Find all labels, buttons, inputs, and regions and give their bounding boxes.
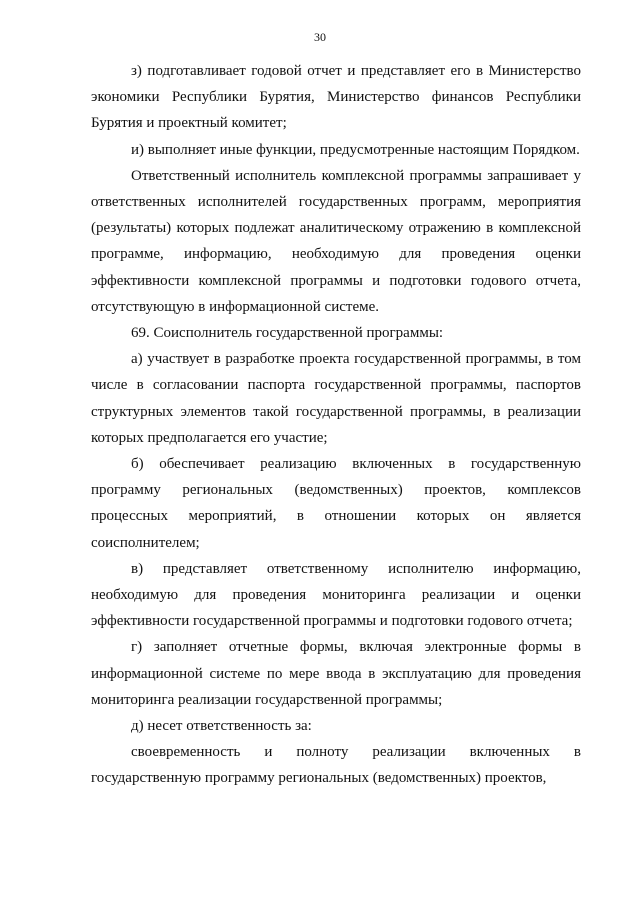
document-body: [91, 58, 581, 792]
page-number: 30: [314, 30, 326, 44]
paragraph-b: б) обеспечивает реализацию включенных в государственную программу региональных (ведомственных) проектов, комплексов процессных мероприятий, в отношении которых он является соисполнителем;: [91, 456, 581, 551]
paragraph-g: г) заполняет отчетные формы, включая электронные формы в информационной системе по мере ввода в эксплуатацию для проведения мониторинга реализации государственной программы;: [91, 639, 581, 708]
paragraph-69-heading: 69. Соисполнитель государственной программы:: [131, 325, 444, 342]
paragraph-v: в) представляет ответственному исполнителю информацию, необходимую для проведения мониторинга реализации и оценки эффективности государственной программы и подготовки годового отчета;: [91, 560, 581, 630]
paragraph-a: а) участвует в разработке проекта государственной программы, в том числе в согласовании паспорта государственной программы, паспортов структурных элементов такой государственной программы, в реализации которых предполагается его участие;: [91, 351, 581, 446]
paragraph-d: д) несет ответственность за:: [131, 718, 312, 735]
paragraph-timeliness: своевременность и полноту реализации включенных в государственную программу региональных (ведомственных) проектов,: [91, 744, 581, 787]
paragraph-complex-program: Ответственный исполнитель комплексной программы запрашивает у ответственных исполнителей государственных программ, мероприятия (результаты) которых подлежат аналитическому отражению в комплексной программе, информацию, необходимую для проведения оценки эффективности комплексной программы и подготовки годового отчета, отсутствующую в информационной системе.: [91, 167, 581, 315]
paragraph-i: и) выполняет иные функции, предусмотренные настоящим Порядком.: [131, 141, 580, 158]
paragraph-z: з) подготавливает годовой отчет и представляет его в Министерство экономики Республики Бурятия, Министерство финансов Республики Бурятия и проектный комитет;: [91, 63, 581, 132]
